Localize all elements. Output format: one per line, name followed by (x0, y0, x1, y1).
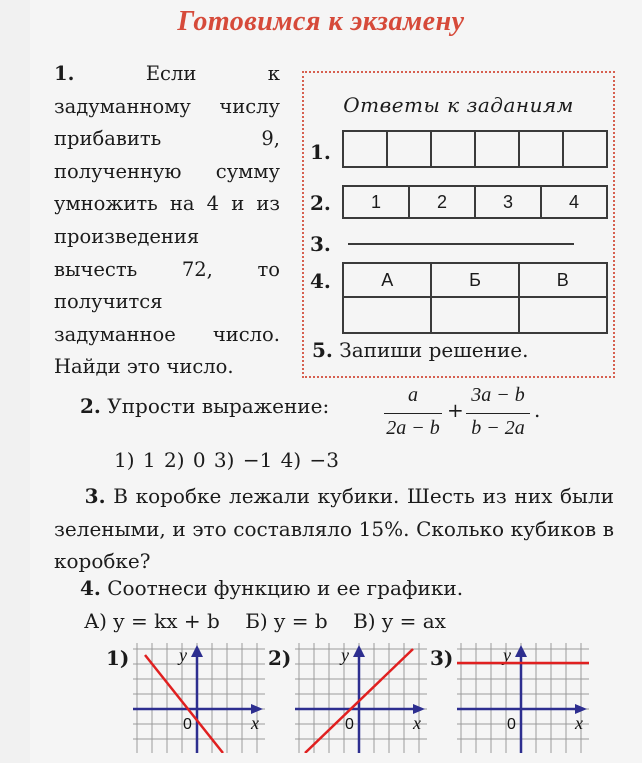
answer-cell[interactable] (431, 297, 518, 333)
x-axis-label: x (575, 713, 583, 733)
fraction-1-denominator: 2a − b (386, 417, 440, 439)
y-axis-arrow-icon (353, 645, 365, 657)
answer-cell[interactable] (519, 297, 607, 333)
answer-row-5-number: 5. (312, 338, 333, 362)
fraction-2 (466, 384, 530, 444)
answer-option-cell[interactable]: 1 (343, 186, 409, 218)
task-2 (80, 394, 329, 418)
fraction-1 (384, 384, 442, 444)
answer-row-5-text: Запиши решение. (339, 338, 529, 362)
y-axis-label: y (179, 645, 187, 665)
function-a: А) y = kx + b (84, 609, 220, 633)
origin-label: 0 (183, 716, 192, 733)
task-2-number: 2. (80, 394, 101, 418)
fraction-2-denominator: b − 2a (471, 417, 525, 439)
task-4-number: 4. (80, 576, 101, 600)
plus-sign: + (447, 398, 464, 422)
period: . (534, 398, 541, 422)
x-axis-label: x (251, 713, 259, 733)
fraction-bar (384, 413, 442, 414)
answer-header-cell: А (343, 263, 431, 297)
answer-row-2-number: 2. (310, 191, 331, 215)
answers-title: Ответы к заданиям (343, 93, 574, 117)
origin-label: 0 (345, 716, 354, 733)
task-1 (54, 58, 280, 384)
graph-3-label: 3) (430, 646, 454, 670)
origin-label: 0 (507, 716, 516, 733)
y-axis-arrow-icon (191, 645, 203, 657)
answer-cell[interactable] (519, 131, 563, 167)
page-heading: Готовимся к экзамену (177, 6, 465, 37)
task-3 (54, 480, 614, 578)
function-graph-line (145, 655, 223, 753)
answer-cell[interactable] (431, 131, 475, 167)
task-3-number: 3. (84, 484, 106, 508)
task-4-text: Соотнеси функцию и ее графики. (107, 576, 464, 600)
fraction-bar (466, 413, 530, 414)
answer-row-4-grid (342, 262, 608, 334)
fraction-1-numerator: a (408, 384, 418, 406)
task-2-text: Упрости выражение: (107, 394, 330, 418)
graph-3 (457, 643, 589, 753)
function-c: В) y = ax (353, 609, 446, 633)
answer-row-1-number: 1. (310, 140, 331, 164)
graph-2 (295, 643, 427, 753)
answer-row-5 (312, 338, 529, 362)
answer-option-cell[interactable]: 4 (541, 186, 607, 218)
y-axis-label: y (341, 645, 349, 665)
function-b: Б) y = b (245, 609, 328, 633)
task-2-options: 1) 1 2) 0 3) −1 4) −3 (114, 448, 340, 472)
answers-box (302, 71, 615, 378)
answer-header-cell: В (519, 263, 607, 297)
task-3-text: В коробке лежали кубики. Шесть из них были зелеными, и это составляло 15%. Сколько кубиков в коробке? (54, 484, 615, 573)
answer-header-cell: Б (431, 263, 518, 297)
graph-1 (133, 643, 265, 753)
answer-row-1-grid (342, 130, 608, 168)
y-axis-arrow-icon (515, 645, 527, 657)
fraction-2-numerator: 3a − b (471, 384, 525, 406)
answer-row-4-number: 4. (310, 269, 331, 293)
answer-cell[interactable] (563, 131, 607, 167)
answer-option-cell[interactable]: 2 (409, 186, 475, 218)
answer-row-3-line[interactable] (348, 243, 574, 245)
answer-option-cell[interactable]: 3 (475, 186, 541, 218)
answer-row-3-number: 3. (310, 232, 331, 256)
graph-2-label: 2) (268, 646, 292, 670)
task-4-functions (84, 609, 446, 633)
answer-cell[interactable] (343, 297, 431, 333)
task-1-number: 1. (54, 62, 75, 85)
task-1-text: Если к задуманному числу прибавить 9, полученную сумму умножить на 4 и из произведения вычесть 72, то получится задуманное число. Найди это число. (54, 62, 280, 379)
y-axis-label: y (503, 645, 511, 665)
answer-cell[interactable] (475, 131, 519, 167)
answer-cell[interactable] (343, 131, 387, 167)
task-4 (80, 576, 463, 600)
graph-1-label: 1) (106, 646, 130, 670)
x-axis-label: x (413, 713, 421, 733)
answer-cell[interactable] (387, 131, 431, 167)
answer-row-2-grid (342, 185, 608, 219)
